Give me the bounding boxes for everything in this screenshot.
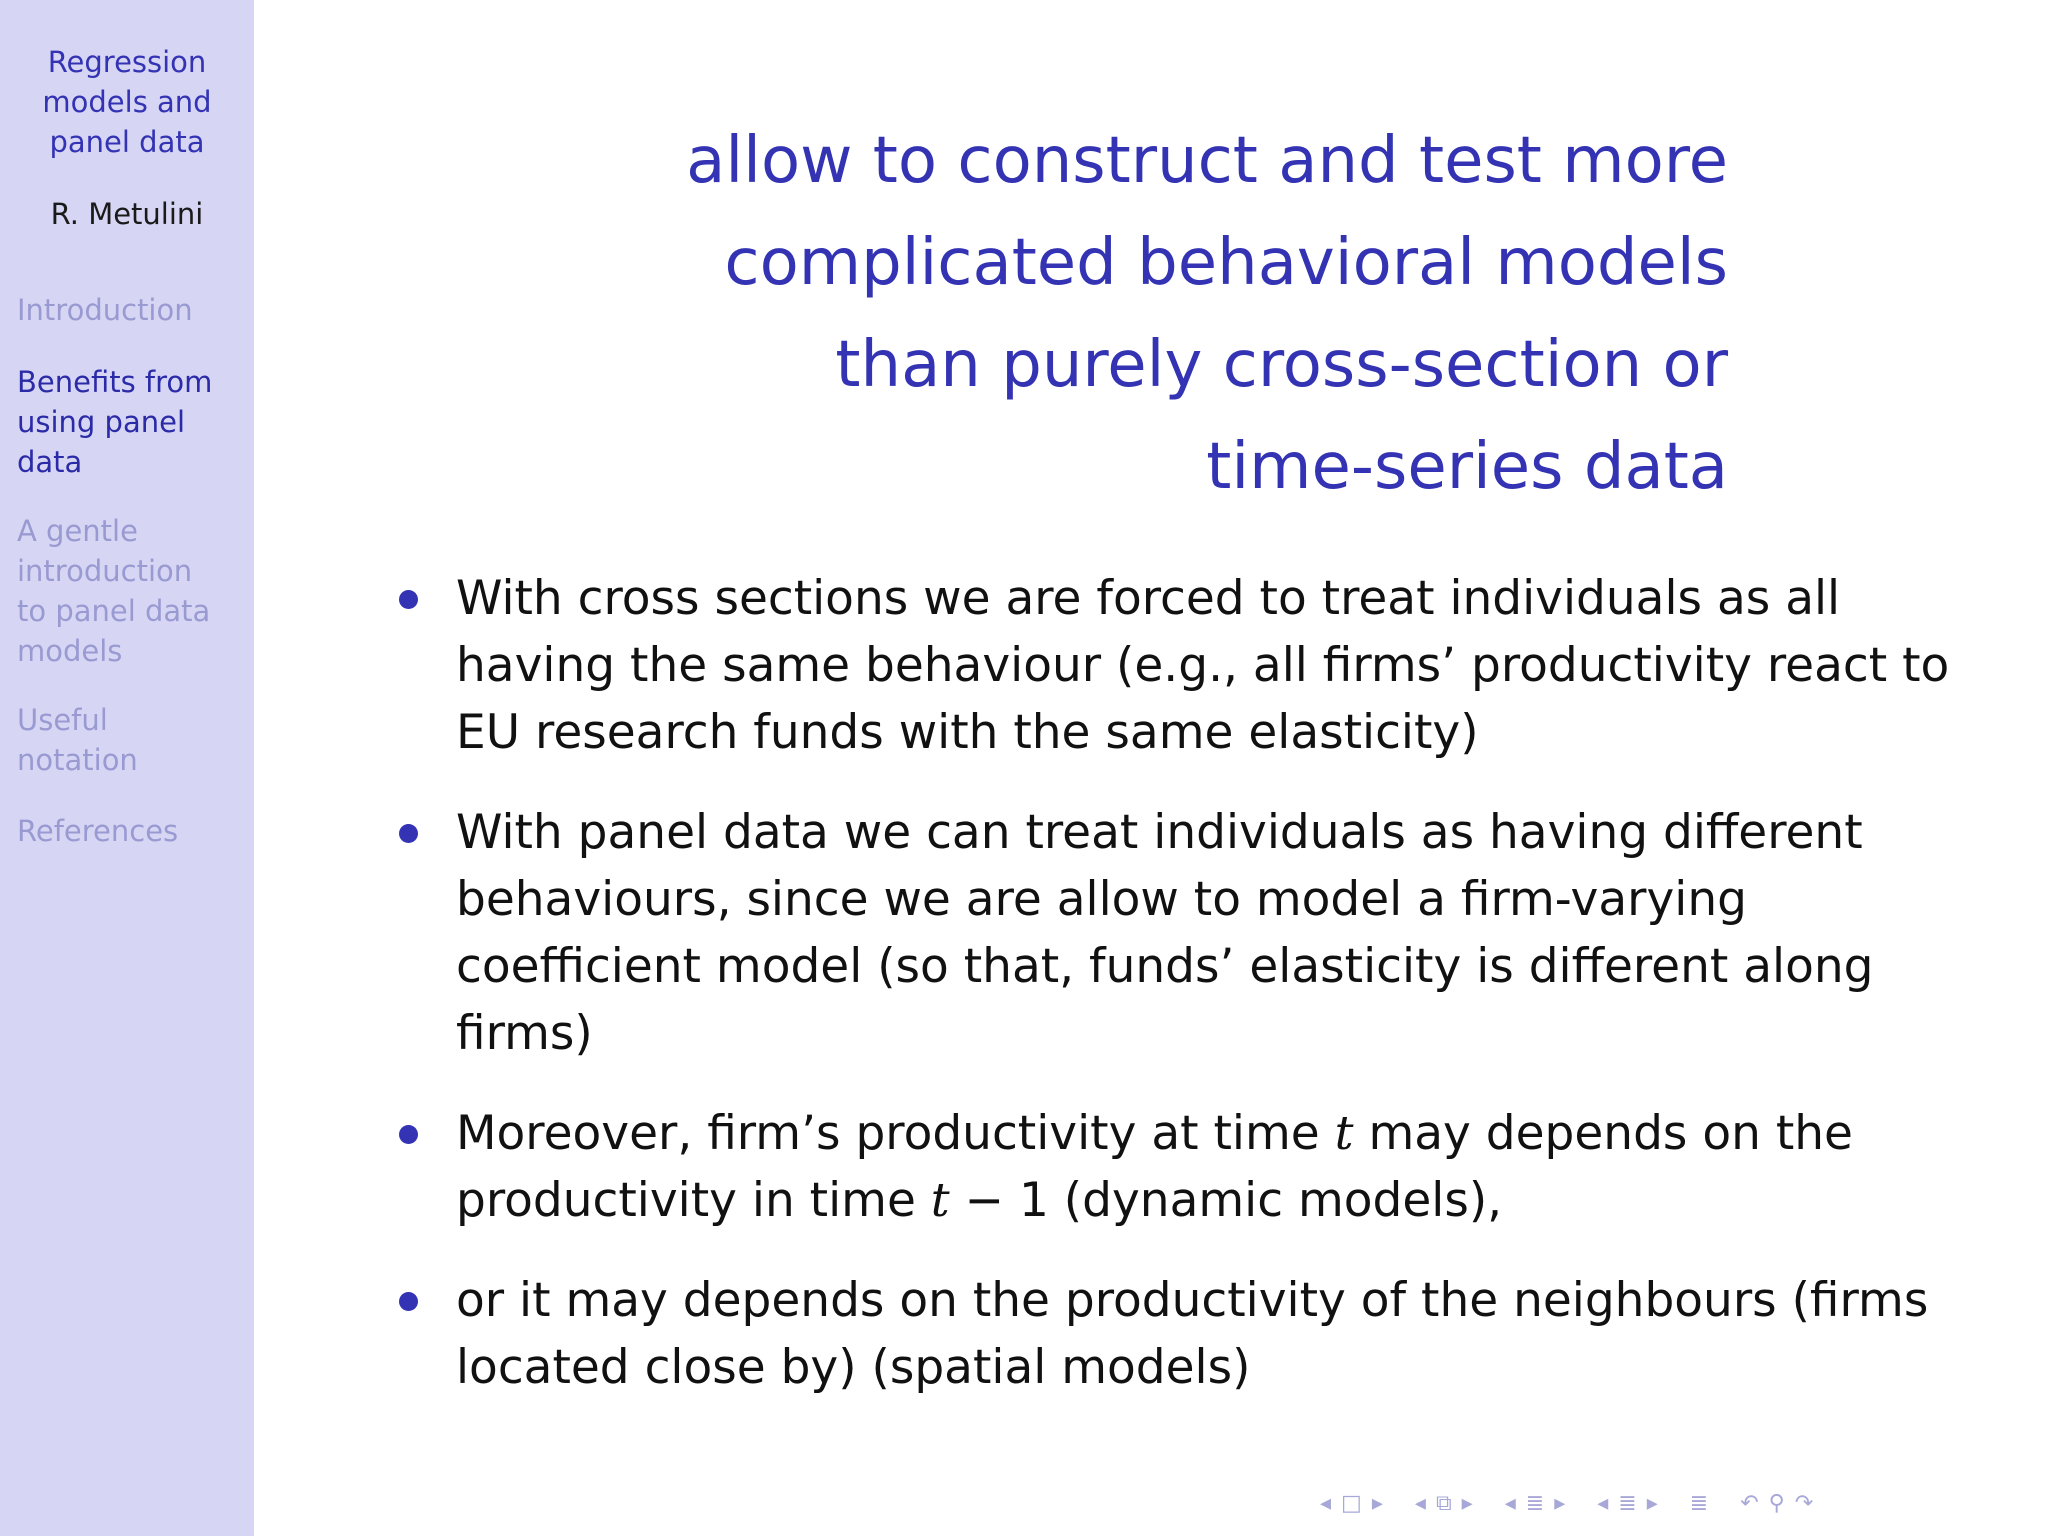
bullet-dot-icon	[399, 1292, 418, 1311]
nav-item-label: notation	[17, 743, 138, 777]
nav-prev-section-icon[interactable]: ◂	[1504, 1491, 1516, 1516]
nav-item-references[interactable]	[17, 811, 247, 851]
nav-item-useful-notation[interactable]	[17, 700, 247, 780]
bullet-dot-icon	[399, 1125, 418, 1144]
nav-prev-doc-icon[interactable]: ◂	[1597, 1491, 1609, 1516]
nav-doc-icon[interactable]: ≣	[1618, 1491, 1637, 1516]
text-fragment: Moreover, firm’s productivity at time	[456, 1106, 1335, 1161]
nav-section-icon[interactable]: ≣	[1525, 1491, 1545, 1516]
author-name[interactable]: R. Metulini	[50, 197, 204, 231]
text-fragment: productivity in time	[456, 1173, 931, 1228]
nav-item-label: Useful	[17, 703, 108, 737]
nav-item-label: A gentle	[17, 514, 138, 548]
presentation-title-line: models and	[42, 85, 212, 119]
bullet-line: or it may depends on the productivity of the neighbours (firms	[456, 1273, 1929, 1328]
bullet-line	[456, 1167, 1956, 1234]
bullet-line: With cross sections we are forced to treat individuals as all	[456, 571, 1841, 626]
nav-item-label: models	[17, 634, 123, 668]
nav-prev-frame-icon[interactable]: ◂	[1320, 1491, 1332, 1516]
slide-title-line: than purely cross-section or	[835, 328, 1728, 402]
nav-item-introduction[interactable]	[17, 290, 247, 330]
nav-frame-icon[interactable]: □	[1341, 1491, 1362, 1516]
bullet-line: located close by) (spatial models)	[456, 1340, 1251, 1395]
slide-title-line: time-series data	[1206, 430, 1728, 504]
nav-next-section-icon[interactable]: ▸	[1554, 1491, 1566, 1516]
math-variable: t	[1334, 1106, 1354, 1161]
bullet-item	[456, 565, 1956, 766]
bullet-item	[456, 799, 1956, 1067]
math-variable: t	[930, 1173, 950, 1228]
presentation-title-line: Regression	[47, 45, 207, 79]
bullet-line: EU research funds with the same elasticity)	[456, 705, 1479, 760]
bullet-dot-icon	[399, 824, 418, 843]
bullet-line: coefficient model (so that, funds’ elasticity is different along	[456, 939, 1874, 994]
slide-title	[528, 110, 1728, 518]
slide-title-line: complicated behavioral models	[724, 226, 1728, 300]
nav-item-benefits[interactable]	[17, 362, 247, 482]
presentation-title[interactable]	[0, 42, 254, 162]
nav-back-icon[interactable]: ↶	[1740, 1491, 1759, 1516]
bullet-line: With panel data we can treat individuals as having different	[456, 805, 1863, 860]
bullet-list	[456, 565, 1956, 1434]
text-fragment: − 1 (dynamic models),	[949, 1173, 1503, 1228]
bullet-line: firms)	[456, 1006, 593, 1061]
nav-appendix-icon[interactable]: ≣	[1689, 1491, 1709, 1516]
nav-next-subsection-icon[interactable]: ▸	[1461, 1491, 1473, 1516]
slide-title-line: allow to construct and test more	[686, 124, 1728, 198]
nav-next-frame-icon[interactable]: ▸	[1371, 1491, 1383, 1516]
nav-item-label: Benefits from	[17, 365, 213, 399]
bullet-line	[456, 1100, 1956, 1167]
bullet-line: having the same behaviour (e.g., all firms’ productivity react to	[456, 638, 1950, 693]
nav-item-label: introduction	[17, 554, 193, 588]
presentation-title-line: panel data	[49, 125, 205, 159]
nav-subsection-icon[interactable]: ⧉	[1435, 1491, 1452, 1516]
text-fragment: may depends on the	[1353, 1106, 1853, 1161]
bullet-dot-icon	[399, 590, 418, 609]
nav-item-label: References	[17, 814, 179, 848]
nav-item-label: Introduction	[17, 293, 193, 327]
sidebar	[0, 0, 254, 1536]
bullet-line: behaviours, since we are allow to model a firm-varying	[456, 872, 1747, 927]
nav-prev-subsection-icon[interactable]: ◂	[1414, 1491, 1426, 1516]
nav-next-doc-icon[interactable]: ▸	[1646, 1491, 1658, 1516]
bullet-item	[456, 1100, 1956, 1234]
nav-search-icon[interactable]: ⚲	[1768, 1491, 1785, 1516]
nav-item-label: to panel data	[17, 594, 211, 628]
nav-item-label: using panel	[17, 405, 186, 439]
bullet-item	[456, 1267, 1956, 1401]
beamer-navigation-bar	[1320, 1486, 2030, 1522]
nav-item-label: data	[17, 445, 83, 479]
nav-item-gentle-introduction[interactable]	[17, 511, 247, 671]
nav-forward-icon[interactable]: ↷	[1794, 1491, 1814, 1516]
